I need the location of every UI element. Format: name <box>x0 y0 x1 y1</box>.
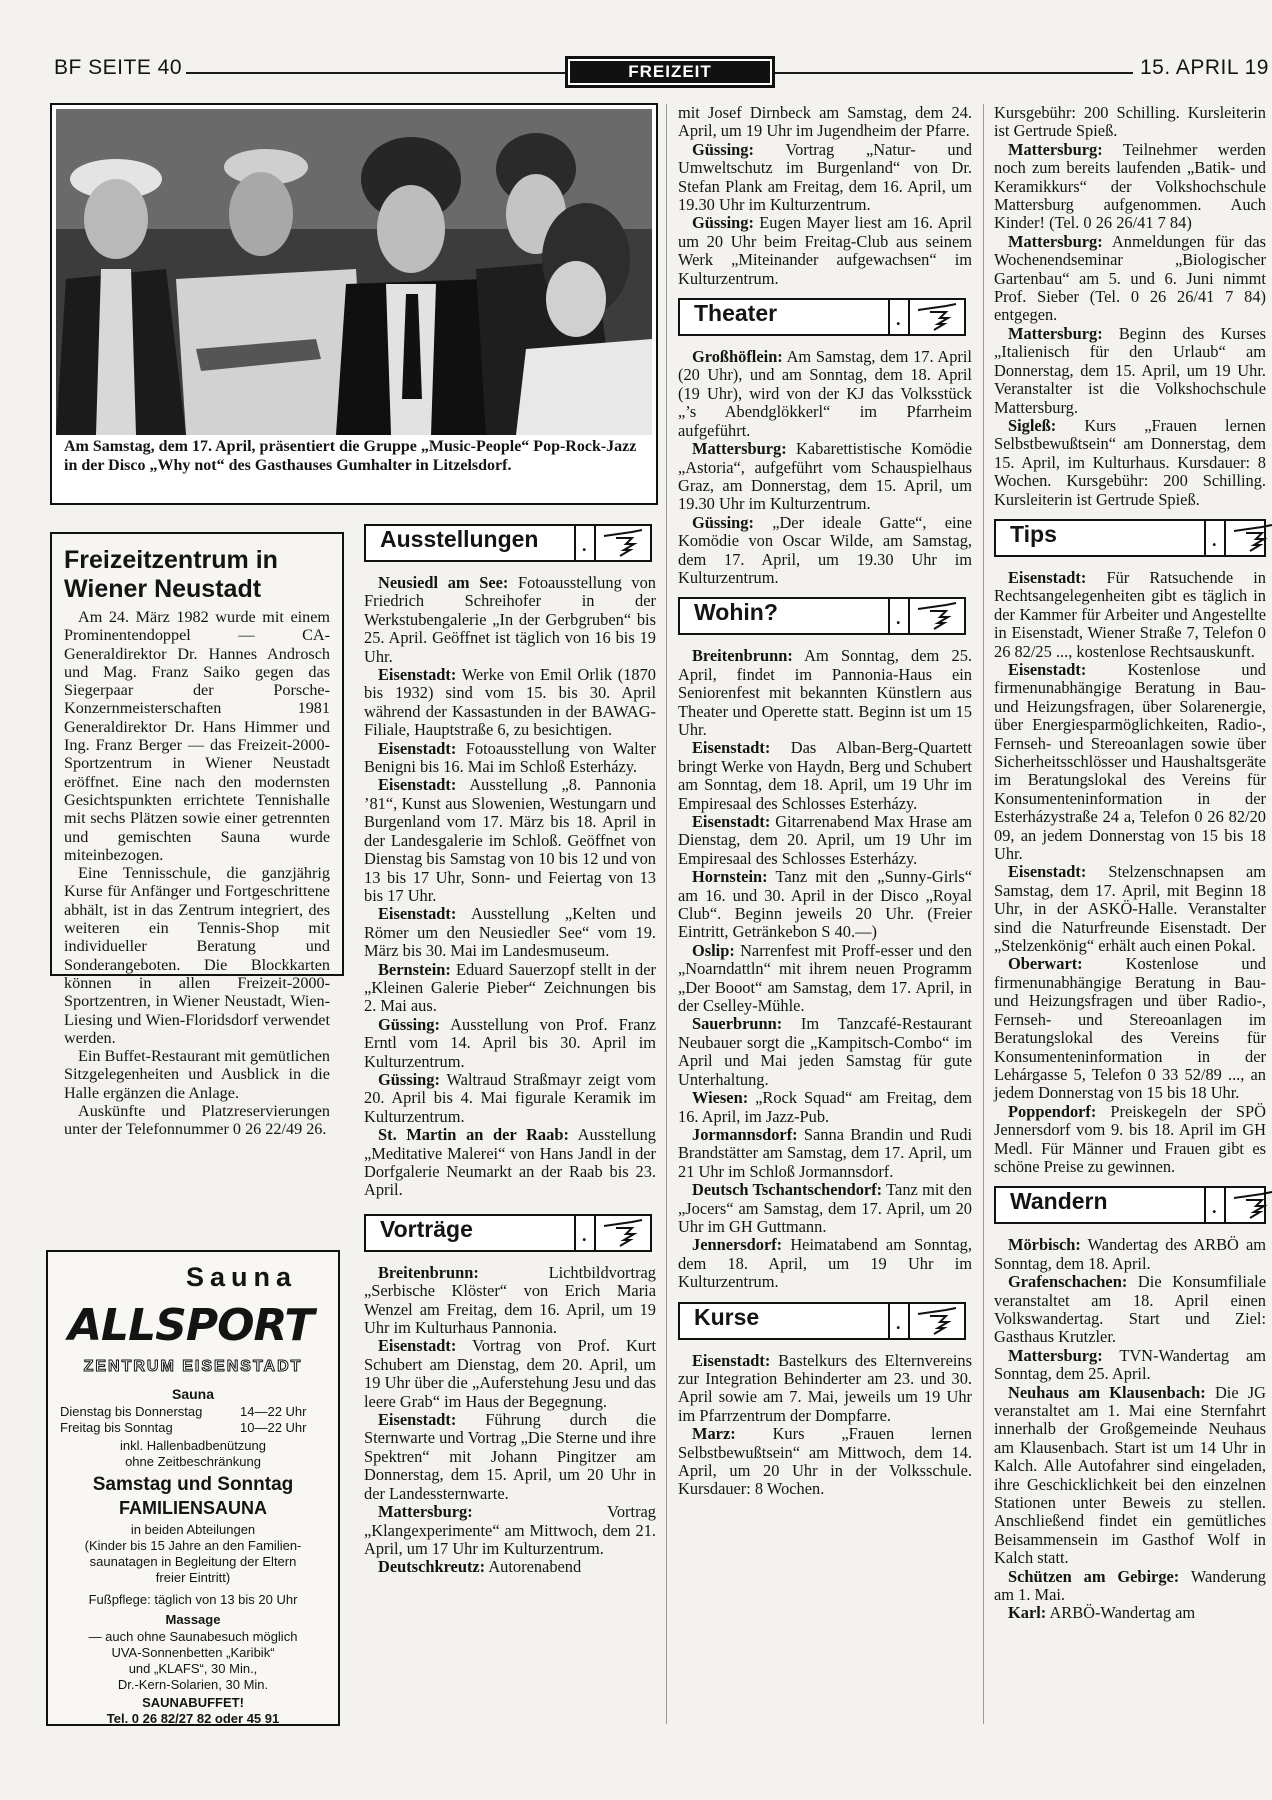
section-title: Ausstellungen <box>380 526 539 552</box>
pointing-hand-icon <box>916 302 960 332</box>
listing-text: Am Sonntag, dem 25. April, findet im Pannonia-Haus ein Seniorenfest mit bekannten Künstlern aus Theater und Operette statt. Beginn ist um 15 Uhr. <box>678 646 972 739</box>
listing-entry <box>678 1352 972 1426</box>
listing-text: Das Alban-Berg-Quartett bringt Werke von Haydn, Berg und Schubert am Sonntag, dem 18. April, um 19 Uhr im Empiresaal des Schlosses Esterházy. <box>678 738 972 813</box>
listing-entry <box>994 233 1266 325</box>
header-rule-left <box>186 72 566 74</box>
listing-entry <box>678 647 972 739</box>
section-label-box <box>565 56 775 88</box>
column-rule <box>983 104 984 1724</box>
listing-entry <box>994 1273 1266 1347</box>
pointing-hand-icon <box>602 1218 646 1248</box>
ad-sauna-label: Sauna <box>171 1386 214 1402</box>
listing-text: Vortrag von Prof. Kurt Schubert am Dienstag, dem 20. April, um 19 Uhr über die „Auferstehung Jesu und das leere Grab“ im Haus der Begegnung. <box>364 1336 656 1411</box>
listing-entry <box>994 1347 1266 1384</box>
listing-text: Tanz mit den „Jocers“ am Samstag, dem 17. April, um 20 Uhr im GH Guttmann. <box>678 1180 972 1236</box>
article-paragraph: Auskünfte und Platzreservierungen unter der Telefonnummer 0 26 22/49 26. <box>64 1102 330 1139</box>
listing-place: Breitenbrunn: <box>692 646 793 666</box>
section-header-tips: Tips . <box>994 519 1266 557</box>
pointing-hand-icon <box>1232 1190 1272 1220</box>
listing-text: Eugen Mayer liest am 16. April um 20 Uhr beim Freitag-Club aus seinem Werk „Miteinander aufgewachsen“ im Kulturzentrum. <box>678 213 972 288</box>
listing-place: Eisenstadt: <box>692 738 771 758</box>
listing-place: Deutschkreutz: <box>378 1557 486 1577</box>
listing-text: Fotoausstellung von Friedrich Schreihofer in der Werkstubengalerie „In der Gerbgruben“ bis 25. April. Geöffnet ist täglich von 16 bis 19 Uhr. <box>364 573 656 666</box>
listing-text: ARBÖ-Wandertag am <box>1049 1603 1196 1623</box>
listing-place: Eisenstadt: <box>378 1336 457 1356</box>
listing-place: Eisenstadt: <box>1008 862 1087 882</box>
listing-text: Für Ratsuchende in Rechtsangelegenheiten gibt es täglich in der Kammer für Arbeiter und Angestellte in Eisenstadt, Wiener Straße 7, Telefon 0 26 82/25 ..., kostenlose Rechtsauskunft. <box>994 567 1266 661</box>
listing-entry <box>364 1411 656 1503</box>
listing-place: Oberwart: <box>1008 954 1083 974</box>
listing-entry <box>678 1425 972 1499</box>
listing-entry <box>364 1503 656 1558</box>
section-header-theater: Theater . <box>678 298 966 336</box>
listing-text: Vortrag „Klangexperimente“ am Mittwoch, dem 21. April, um 17 Uhr im Kulturzentrum. <box>364 1502 656 1558</box>
listing-text: Vortrag „Natur- und Umweltschutz im Burgenland“ von Dr. Stefan Plank am Freitag, dem 16. April, um 19.30 Uhr im Kulturzentrum. <box>678 139 972 215</box>
ad-days: Freitag bis Sonntag <box>60 1420 173 1435</box>
listing-entry <box>364 740 656 777</box>
listing-entry <box>994 325 1266 417</box>
wandern-list <box>994 1236 1266 1623</box>
listing-entry <box>678 440 972 514</box>
listing-entry <box>994 141 1266 233</box>
ad-hours-row <box>60 1420 330 1435</box>
listing-entry <box>678 1236 972 1291</box>
listing-entry <box>994 1384 1266 1568</box>
ad-text: saunatagen in Begleitung der Eltern <box>89 1554 297 1569</box>
article-paragraph: Ein Buffet-Restaurant mit gemütlichen Sitzgelegenheiten und Ausblick in die Halle ergänzen die Anlage. <box>64 1047 330 1102</box>
listing-text: Ausstellung von Prof. Franz Erntl vom 14. April bis 30. April im Kulturzentrum. <box>364 1014 656 1071</box>
article-body <box>64 608 330 1139</box>
section-header-vortraege: Vorträge . <box>364 1214 652 1252</box>
listing-place: Güssing: <box>692 512 754 532</box>
article-title: Freizeitzentrum in Wiener Neustadt <box>64 546 278 603</box>
listing-entry <box>364 1126 656 1200</box>
listing-text: Lichtbildvortrag „Serbische Klöster“ von Erich Maria Wenzel am Freitag, dem 16. April, um 19 Uhr im Kulturhaus Pannonia. <box>364 1262 656 1338</box>
listing-place: Karl: <box>1008 1603 1047 1623</box>
listing-text: Beginn des Kurses „Italienisch für den Urlaub“ am Donnerstag, dem 15. April, um 19 Uhr. Veranstalter ist die Volkshochschule Mattersburg. <box>994 323 1266 417</box>
listing-place: Oslip: <box>692 940 735 960</box>
ad-text: inkl. Hallenbadbenützung <box>120 1438 266 1453</box>
pointing-hand-icon <box>916 1306 960 1336</box>
listing-entry <box>994 1236 1266 1273</box>
listing-text: Die JG veranstaltet am 1. Mai eine Sternfahrt innerhalb der Großgemeinde Neuhaus am Klausenbach. Start ist um 14 Uhr in Kalch. Alle Autofahrer sind eingeladen, ihre Geschicklichkeit bei den einzelnen Stationen unter Beweis zu stellen. Anschließend findet ein gemütliches Beisammensein im Gasthof Wolf in Kalch statt. <box>994 1382 1266 1568</box>
listing-entry <box>364 1071 656 1126</box>
section-header-ausstellungen: Ausstellungen . <box>364 524 652 562</box>
section-label: FREIZEIT <box>570 61 770 83</box>
column-rule <box>666 104 667 1724</box>
listing-place: Großhöflein: <box>692 347 783 367</box>
listing-text: Bastelkurs des Elternvereins zur Integration Behinderter am 23. und 30. April sowie am 7. Mai, jeweils um 19 Uhr im Pfarrzentrum der Dompfarre. <box>678 1350 972 1425</box>
listing-place: Mattersburg: <box>1008 231 1103 251</box>
pointing-hand-icon <box>916 601 960 631</box>
ad-hours: 10—22 Uhr <box>240 1420 307 1435</box>
ad-familiensauna: FAMILIENSAUNA <box>119 1498 267 1518</box>
listing-place: Güssing: <box>378 1069 440 1089</box>
listing-entry <box>678 1089 972 1126</box>
continued-text: mit Josef Dirnbeck am Samstag, dem 24. April, um 19 Uhr im Jugendheim der Pfarre. <box>678 103 972 141</box>
section-header-wohin: Wohin? . <box>678 597 966 635</box>
section-title: Tips <box>1010 520 1057 547</box>
listing-text: Führung durch die Sternwarte und Vortrag „Die Sterne und ihre Spektren“ mit Johann Pingitzer am Donnerstag, dem 15. April, um 20 Uhr in der Landessternwarte. <box>364 1410 656 1503</box>
listing-text: Wandertag des ARBÖ am Sonntag, dem 18. April. <box>994 1235 1266 1273</box>
listing-place: Mattersburg: <box>378 1502 473 1522</box>
listing-place: Jennersdorf: <box>692 1235 783 1255</box>
listing-entry <box>364 776 656 905</box>
intro-list <box>678 141 972 288</box>
listing-entry <box>994 863 1266 955</box>
pointing-hand-icon <box>1232 523 1272 553</box>
listing-text: Anmeldungen für das Wochenendseminar „Biologischer Gartenbau“ am 5. und 6. Juni nimmt Prof. Sieber (Tel. 0 26 26/41 7 84) entgegen. <box>994 231 1266 325</box>
band-photo-frame <box>50 103 658 505</box>
listing-place: Eisenstadt: <box>378 738 457 758</box>
listing-entry <box>678 942 972 1016</box>
listing-place: Eisenstadt: <box>378 775 457 795</box>
listing-text: Die Konsumfiliale veranstaltet am 18. April einen Volkswandertag. Start und Ziel: Gasthaus Krutzler. <box>994 1272 1266 1347</box>
listing-entry <box>678 214 972 288</box>
listing-place: Eisenstadt: <box>378 665 457 685</box>
ad-text: Dr.-Kern-Solarien, 30 Min. <box>117 1677 269 1692</box>
ad-text: und „KLAFS“, 30 Min., <box>128 1661 258 1676</box>
listing-text: Kostenlose und firmenunabhängige Beratung in Bau- und Heizungsfragen, über Solarenergie, über Energiesparmöglichkeiten, Radio-, Fernseh- und Stereoanlagen sowie über Sicherheitsschlösser und Haushaltsgeräte im Beratungslokal des Vereins für Konsumenteninformation in der Esterházystraße 24 a, Telefon 0 26 82/20 09, an jedem Donnerstag von 15 bis 18 Uhr. <box>994 659 1266 864</box>
listing-place: Hornstein: <box>692 867 768 887</box>
ad-days: Dienstag bis Donnerstag <box>60 1404 203 1419</box>
listing-place: Grafenschachen: <box>1008 1272 1128 1292</box>
ad-text: — auch ohne Saunabesuch möglich <box>88 1629 298 1644</box>
listing-entry <box>678 348 972 440</box>
ad-sauna-heading: Sauna <box>186 1262 298 1292</box>
listing-text: Narrenfest mit Proff-esser und den „Noarndattln“ mit ihrem neuen Programm „Der Booot“ am Samstag, dem 17. April, in der Cselley-Mühle. <box>678 940 972 1016</box>
ad-text: ohne Zeitbeschränkung <box>125 1454 261 1469</box>
listing-text: Heimatabend am Sonntag, dem 18. April, um 19 Uhr im Kulturzentrum. <box>678 1235 972 1292</box>
listing-place: Deutsch Tschantschendorf: <box>692 1180 883 1200</box>
listing-entry <box>994 417 1266 509</box>
vortraege-list <box>364 1264 656 1577</box>
listing-place: Marz: <box>692 1424 736 1444</box>
article-paragraph: Am 24. März 1982 wurde mit einem Prominentendoppel — CA-Generaldirektor Dr. Hannes Androsch und Mag. Franz Saiko gegen das Siegerpaar der Porsche-Konzernmeisterschaften 1981 Generaldirektor Dr. Hans Himmer und Ing. Franz Berger — das Freizeit-2000-Sportzentrum in Wiener Neustadt eröffnet. Eine nach den modernsten Gesichtspunkten errichtete Tennishalle mit sechs Plätzen sowie einer getrennten und gemischten Sauna wurde miteinbezogen. <box>64 608 330 864</box>
listing-text: „Der ideale Gatte“, eine Komödie von Oscar Wilde, am Samstag, dem 17. April, um 19.30 Uhr im Kulturzentrum. <box>678 512 972 587</box>
listing-entry <box>678 1126 972 1181</box>
listing-place: Güssing: <box>692 139 754 159</box>
ad-text: Fußpflege: täglich von 13 bis 20 Uhr <box>88 1592 298 1607</box>
listing-place: Mattersburg: <box>1008 1345 1103 1365</box>
issue-date: 15. APRIL 19 <box>1140 56 1269 79</box>
column-theater-wohin-kurse <box>678 104 972 1499</box>
listing-text: Kostenlose und firmenunabhängige Beratung in Bau- und Heizungsfragen und über Radio-, Fernseh- und Stereoanlagen im Beratungslokal des Vereins für Konsumenteninformation in der Lehárgasse 5, Telefon 0 33 52/89 ..., an jedem Donnerstag von 15 bis 18 Uhr. <box>994 954 1266 1103</box>
listing-entry <box>678 813 972 868</box>
listing-text: „Rock Squad“ am Freitag, dem 16. April, im Jazz-Pub. <box>678 1088 972 1126</box>
band-photo <box>56 109 652 435</box>
listing-place: Bernstein: <box>378 959 451 979</box>
listing-place: Mörbisch: <box>1008 1235 1081 1255</box>
theater-list <box>678 348 972 587</box>
listing-place: Neusiedl am See: <box>378 573 509 592</box>
listing-entry <box>678 868 972 942</box>
listing-entry <box>994 1604 1266 1622</box>
listing-place: Jormannsdorf: <box>692 1124 798 1144</box>
listing-place: Poppendorf: <box>1008 1101 1097 1121</box>
listing-entry <box>678 739 972 813</box>
listing-place: Eisenstadt: <box>378 1410 457 1430</box>
intro-list <box>994 141 1266 509</box>
freizeitzentrum-article <box>50 532 344 1139</box>
wohin-list <box>678 647 972 1291</box>
listing-entry <box>994 661 1266 863</box>
listing-place: Sauerbrunn: <box>692 1014 783 1034</box>
page-number: BF SEITE 40 <box>54 56 183 79</box>
listing-place: Eisenstadt: <box>692 1350 771 1370</box>
listing-text: Werke von Emil Orlik (1870 bis 1932) sind vom 15. bis 30. April während der Kassastunden in der BAWAG-Filiale, Hauptstraße 6, zu besichtigen. <box>364 665 656 740</box>
ad-zentrum: ZENTRUM EISENSTADT <box>83 1358 303 1375</box>
listing-entry <box>364 1264 656 1338</box>
ausstellungen-list <box>364 574 656 1200</box>
listing-entry <box>364 1016 656 1071</box>
listing-text: Waltraud Straßmayr zeigt vom 20. April bis 4. Mai figurale Keramik im Kulturzentrum. <box>364 1069 656 1126</box>
kurse-list <box>678 1352 972 1499</box>
listing-place: Sigleß: <box>1008 415 1057 435</box>
listing-place: Mattersburg: <box>1008 323 1103 343</box>
listing-entry <box>364 961 656 1016</box>
pointing-hand-icon <box>602 528 646 558</box>
listing-entry <box>994 569 1266 661</box>
continued-text: Kursgebühr: 200 Schilling. Kursleiterin ist Gertrude Spieß. <box>994 103 1266 141</box>
listing-text: Gitarrenabend Max Hrase am Dienstag, dem 20. April, um 19 Uhr im Empiresaal des Schlosses Esterházy. <box>678 812 972 868</box>
listing-text: Teilnehmer werden noch zum bereits laufenden „Batik- und Keramikkurs“ der Volkshochschule Mattersburg aufgenommen. Auch Kinder! (Tel. 0 26 26/41 7 84) <box>994 139 1266 233</box>
tips-list <box>994 569 1266 1176</box>
allsport-logo: ALLSPORT <box>68 1300 314 1351</box>
listing-text: Eduard Sauerzopf stellt in der „Kleinen Galerie Pieber“ Zeichnungen bis 2. Mai aus. <box>364 959 656 1016</box>
listing-place: Eisenstadt: <box>1008 659 1087 679</box>
listing-place: Mattersburg: <box>1008 139 1103 159</box>
listing-entry <box>994 955 1266 1102</box>
listing-place: Breitenbrunn: <box>378 1262 479 1282</box>
listing-text: Sanna Brandin und Rudi Brandstätter am Samstag, dem 17. April, um 21 Uhr im Schloß Jormannsdorf. <box>678 1124 972 1181</box>
listing-text: Kabarettistische Komödie „Astoria“, aufgeführt vom Schauspielhaus Graz, am Donnerstag, dem 15. April, um 19.30 Uhr im Kulturzentrum. <box>678 439 972 514</box>
listing-entry <box>994 1103 1266 1177</box>
listing-text: Stelzenschnapsen am Samstag, dem 17. April, mit Beginn 18 Uhr, in der ASKÖ-Halle. Veranstalter sind die Naturfreunde Eisenstadt. Der „Stelzenkönig“ erhält auch einen Pokal. <box>994 862 1266 956</box>
listing-text: Autorenabend <box>488 1557 582 1577</box>
listing-place: Eisenstadt: <box>378 904 457 924</box>
listing-text: Preiskegeln der SPÖ Jennersdorf vom 9. bis 18. April im GH Medl. Für Männer und Frauen gibt es schöne Preise zu gewinnen. <box>994 1101 1266 1176</box>
ad-telephone: Tel. 0 26 82/27 82 oder 45 91 <box>106 1711 280 1726</box>
listing-entry <box>364 666 656 740</box>
listing-text: Fotoausstellung von Walter Benigni bis 16. Mai im Schloß Esterházy. <box>364 738 656 777</box>
ad-text: (Kinder bis 15 Jahre an den Familien- <box>84 1538 302 1553</box>
section-title: Wandern <box>1010 1188 1108 1215</box>
article-paragraph: Eine Tennisschule, die ganzjährig Kurse für Anfänger und Fortgeschrittene abhält, ist in das Zentrum integriert, des weiteren ein Tennis-Shop mit individueller Beratung und Sonderangeboten. Die Blockkarten können in allen Freizeit-2000-Sportzentren, in Wiener Neustadt, Wien-Liesing und Wien-Floridsdorf verwendet werden. <box>64 864 330 1047</box>
section-header-wandern: Wandern . <box>994 1186 1266 1224</box>
listing-place: Güssing: <box>378 1014 440 1034</box>
ad-hours: 14—22 Uhr <box>240 1404 307 1419</box>
listing-text: Im Tanzcafé-Restaurant Neubauer sorgt die „Kampitsch-Combo“ im April und Mai jeden Samstag für gute Unterhaltung. <box>678 1014 972 1089</box>
listing-entry <box>678 1015 972 1089</box>
ad-hours-row <box>60 1404 330 1419</box>
listing-text: Ausstellung „8. Pannonia ’81“, Kunst aus Slowenien, Westungarn und Burgenland vom 17. März bis 18. April in der Landesgalerie im Schloß. Geöffnet von Dienstag bis Samstag von 10 bis 12 und von 13 bis 17 Uhr, Sonn- und Feiertag von 13 bis 17 Uhr. <box>364 775 656 905</box>
section-title: Vorträge <box>380 1215 473 1242</box>
listing-entry <box>994 1568 1266 1605</box>
listing-place: St. Martin an der Raab: <box>378 1125 569 1145</box>
listing-text: Ausstellung „Kelten und Römer um den Neusiedler See“ vom 19. März bis 30. Mai im Landesmuseum. <box>364 904 656 961</box>
listing-place: Mattersburg: <box>692 439 787 459</box>
listing-entry <box>678 1181 972 1236</box>
ad-massage: Massage <box>165 1612 221 1627</box>
listing-place: Güssing: <box>692 213 754 233</box>
listing-place: Wiesen: <box>692 1088 749 1108</box>
section-title: Kurse <box>694 1303 760 1330</box>
header-rule-right <box>775 72 1133 74</box>
listing-place: Schützen am Gebirge: <box>1008 1566 1180 1586</box>
listing-place: Eisenstadt: <box>692 812 771 831</box>
listing-entry <box>364 1558 656 1576</box>
listing-entry <box>364 905 656 960</box>
listing-text: Wanderung am 1. Mai. <box>994 1566 1266 1605</box>
ad-buffet: SAUNABUFFET! <box>142 1695 244 1710</box>
photo-caption: Am Samstag, dem 17. April, präsentiert die Gruppe „Music-People“ Pop-Rock-Jazz in der Disco „Why not“ des Gasthauses Gumhalter in Litzelsdorf. <box>64 438 637 474</box>
section-header-kurse: Kurse . <box>678 1302 966 1340</box>
ad-text: in beiden Abteilungen <box>130 1522 256 1537</box>
ad-weekend: Samstag und Sonntag <box>92 1474 294 1495</box>
column-tips-wandern <box>994 104 1266 1623</box>
listing-text: Kurs „Frauen lernen Selbstbewußtsein“ am Mittwoch, dem 14. April, um 20 Uhr in der Volksschule. Kursdauer: 8 Wochen. <box>678 1424 972 1499</box>
ad-text: freier Eintritt) <box>155 1570 231 1585</box>
listing-entry <box>678 514 972 588</box>
section-title: Wohin? <box>694 599 778 626</box>
listing-text: Tanz mit den „Sunny-Girls“ am 16. und 30. April in der Disco „Royal Club“. Beginn jeweils 20 Uhr. (Freier Eintritt, Getränkebon S 40.—) <box>678 867 972 942</box>
listing-entry <box>364 1337 656 1411</box>
sauna-advertisement <box>46 1250 340 1726</box>
listing-text: TVN-Wandertag am Sonntag, dem 25. April. <box>994 1345 1266 1384</box>
listing-entry <box>678 141 972 215</box>
listing-text: Kurs „Frauen lernen Selbstbewußtsein“ am Donnerstag, dem 15. April, im Kulturhaus. Kursdauer: 8 Wochen. Kursgebühr: 200 Schilling. Kursleiterin ist Gertrude Spieß. <box>994 415 1266 509</box>
listing-text: Am Samstag, dem 17. April (20 Uhr), und am Sonntag, dem 18. April (19 Uhr), wird von der KJ das Volksstück „’s Abendglökkerl“ im Pfarrheim aufgeführt. <box>678 347 972 440</box>
listing-place: Eisenstadt: <box>1008 567 1087 587</box>
column-ausstellungen-vortraege <box>364 524 656 1577</box>
listing-place: Neuhaus am Klausenbach: <box>1008 1382 1206 1402</box>
section-title: Theater <box>694 300 778 327</box>
listing-entry <box>364 574 656 666</box>
listing-text: Ausstellung „Meditative Malerei“ von Hans Jandl in der Dorfgalerie Neumarkt an der Raab bis 23. April. <box>364 1125 656 1200</box>
ad-text: UVA-Sonnenbetten „Karibik“ <box>111 1645 275 1660</box>
